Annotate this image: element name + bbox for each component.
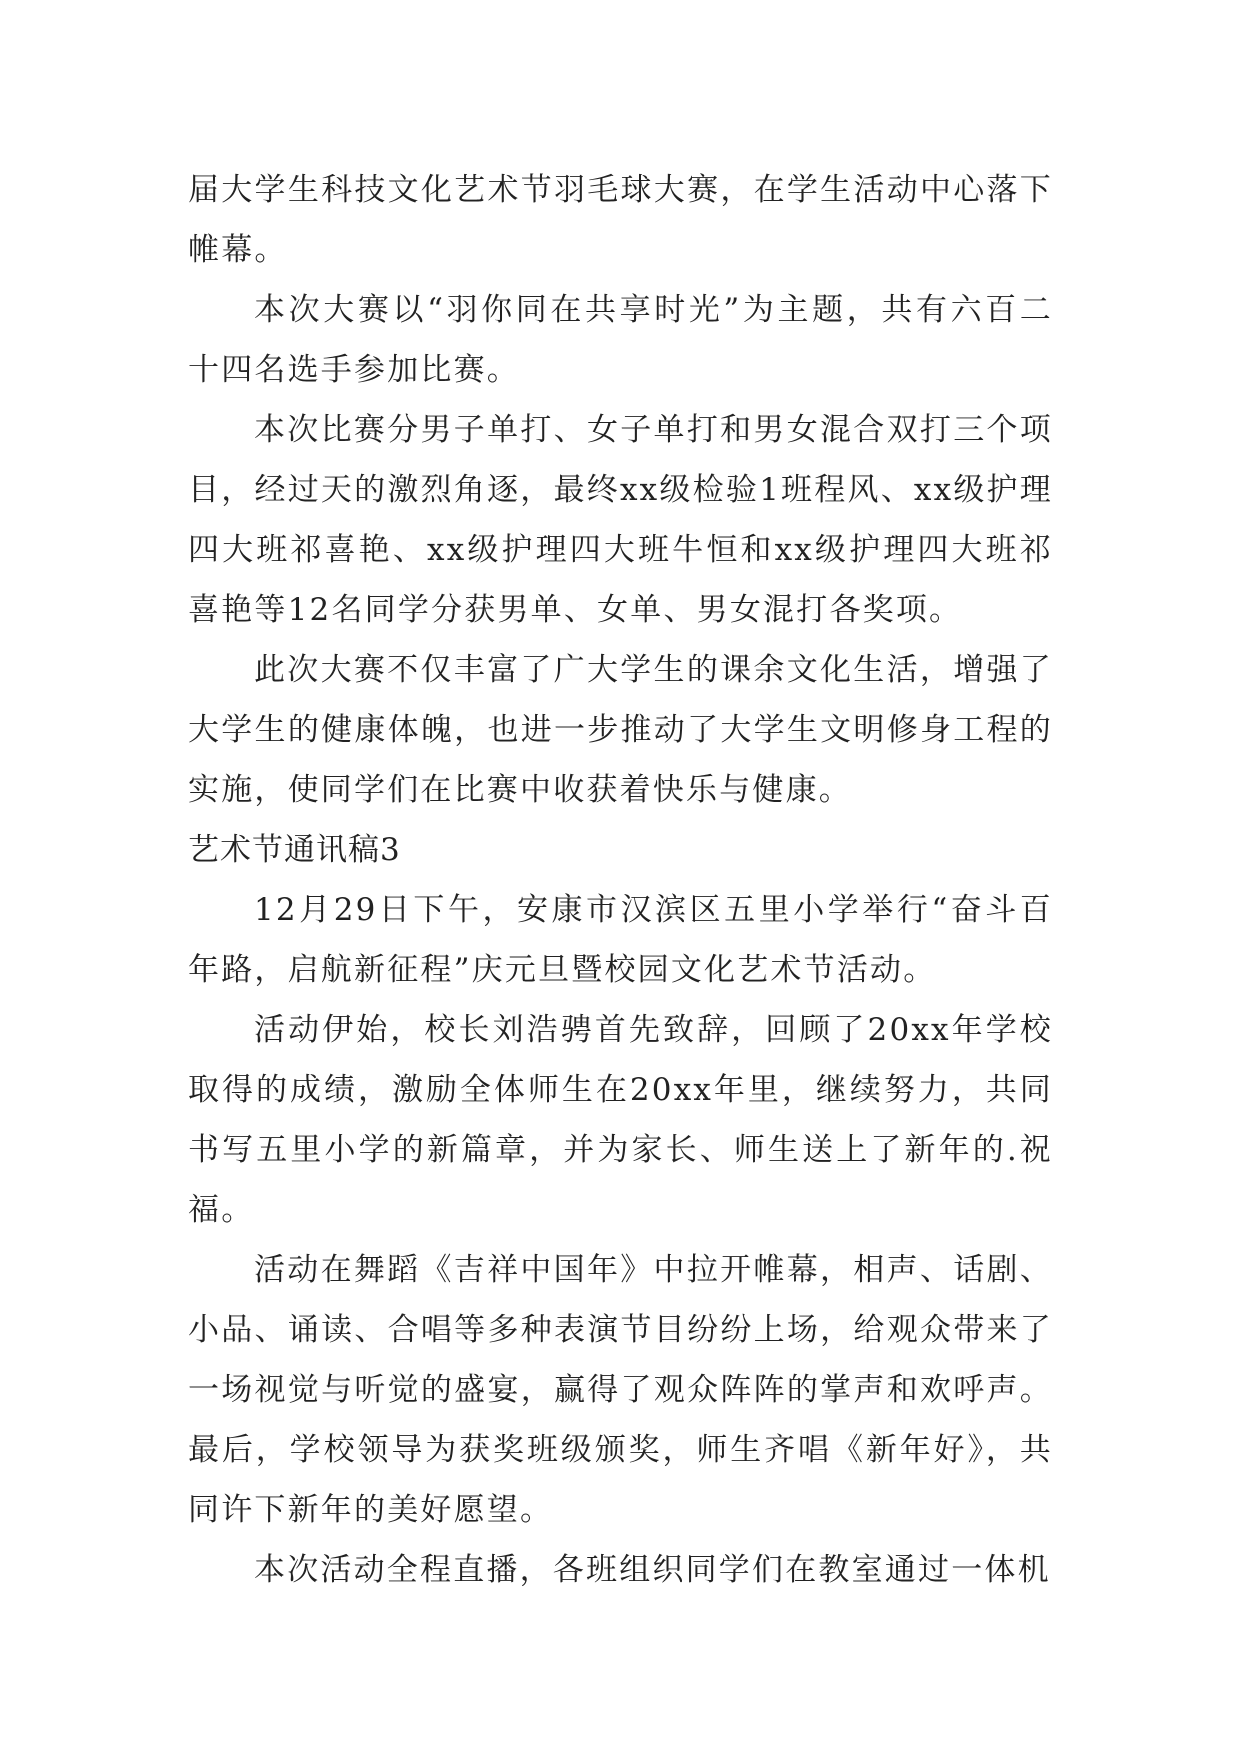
paragraph-badminton-intro: 届大学生科技文化艺术节羽毛球大赛，在学生活动中心落下帷幕。	[188, 172, 1053, 268]
paragraph-badminton-theme: 本次大赛以“羽你同在共享时光”为主题，共有六百二十四名选手参加比赛。	[188, 292, 1053, 388]
section-heading: 艺术节通讯稿3	[188, 832, 401, 868]
paragraph-livestream: 本次活动全程直播，各班组织同学们在教室通过一体机	[254, 1552, 1051, 1588]
paragraph-badminton-significance: 此次大赛不仅丰富了广大学生的课余文化生活，增强了大学生的健康体魄，也进一步推动了大学生文明修身工程的实施，使同学们在比赛中收获着快乐与健康。	[188, 652, 1053, 808]
document-body	[188, 160, 1053, 1600]
paragraph-event-intro: 12月29日下午，安康市汉滨区五里小学举行“奋斗百年路，启航新征程”庆元旦暨校园文化艺术节活动。	[188, 892, 1053, 988]
paragraph-principal-speech: 活动伊始，校长刘浩骋首先致辞，回顾了20xx年学校取得的成绩，激励全体师生在20xx年里，继续努力，共同书写五里小学的新篇章，并为家长、师生送上了新年的.祝福。	[188, 1012, 1053, 1228]
paragraph-badminton-results: 本次比赛分男子单打、女子单打和男女混合双打三个项目，经过天的激烈角逐，最终xx级检验1班程风、xx级护理四大班祁喜艳、xx级护理四大班牛恒和xx级护理四大班祁喜艳等12名同学分获男单、女单、男女混打各奖项。	[188, 412, 1053, 628]
paragraph-performances: 活动在舞蹈《吉祥中国年》中拉开帷幕，相声、话剧、小品、诵读、合唱等多种表演节目纷纷上场，给观众带来了一场视觉与听觉的盛宴，赢得了观众阵阵的掌声和欢呼声。最后，学校领导为获奖班级颁奖，师生齐唱《新年好》，共同许下新年的美好愿望。	[188, 1252, 1053, 1528]
